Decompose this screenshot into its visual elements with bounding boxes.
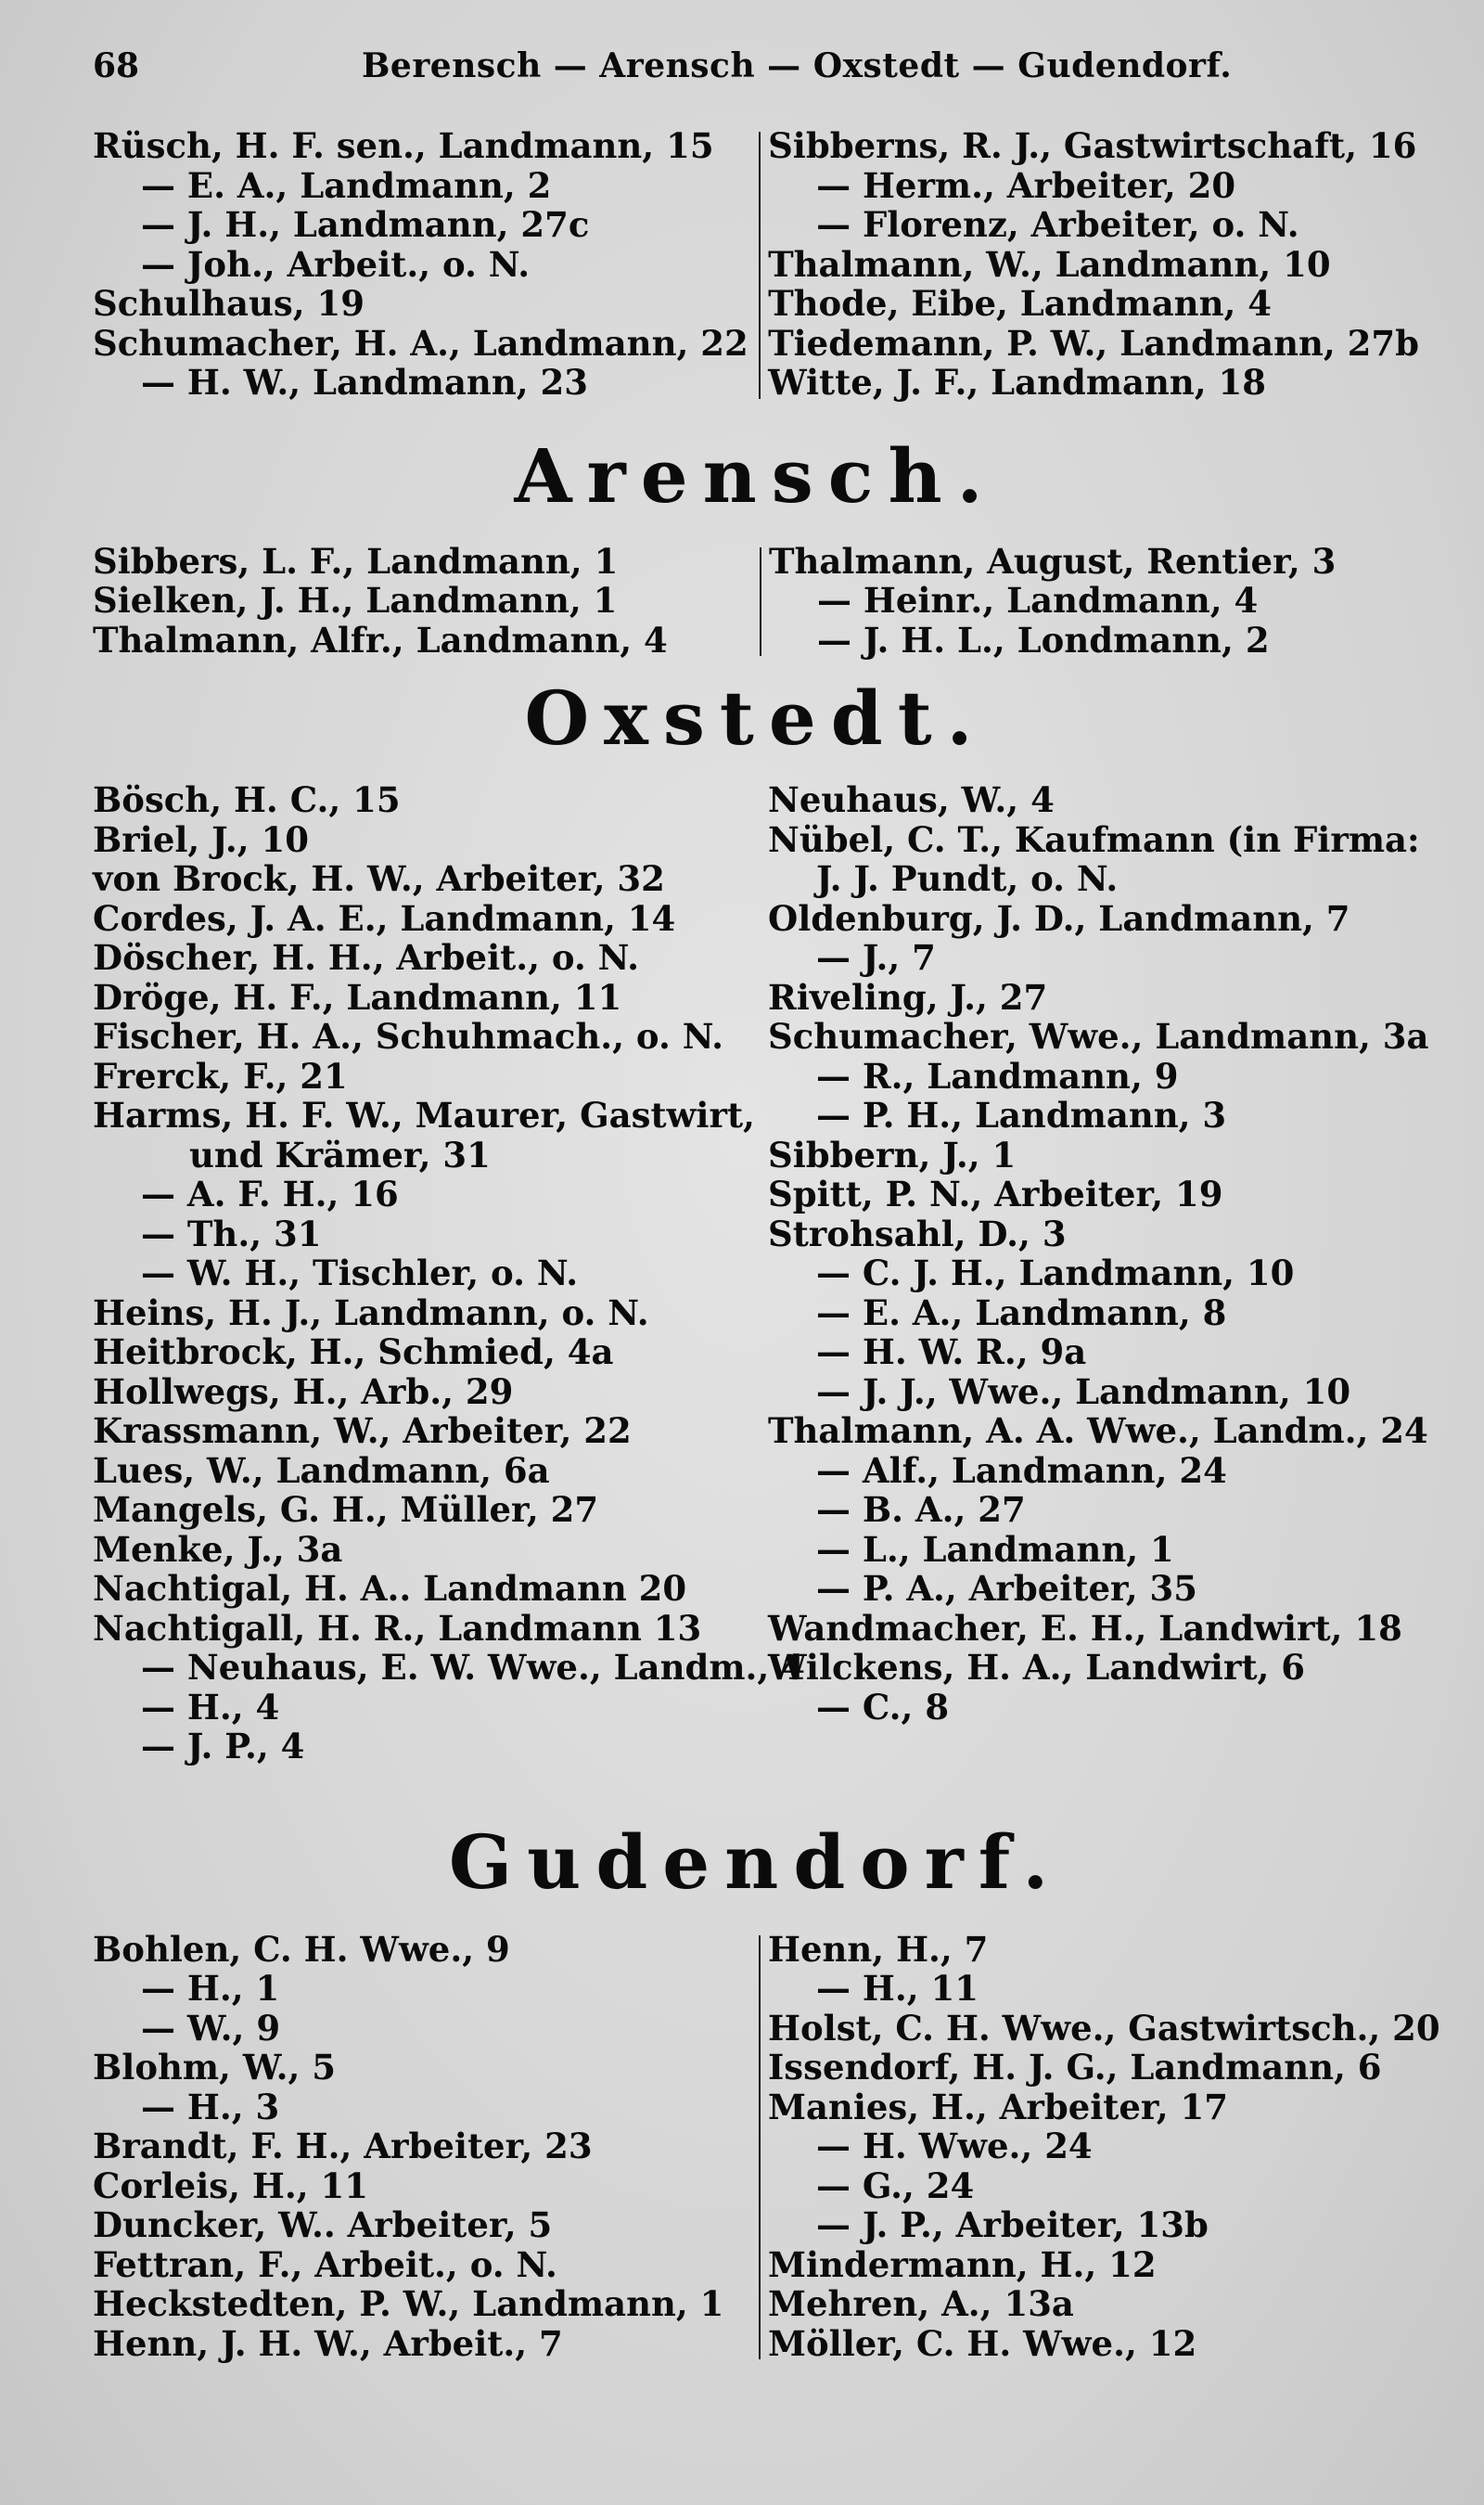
directory-entry: Neuhaus, W., 4 [768, 779, 1055, 820]
directory-entry: Sibberns, R. J., Gastwirtschaft, 16 [768, 125, 1417, 166]
directory-entry: Issendorf, H. J. G., Landmann, 6 [768, 2047, 1382, 2088]
directory-entry: Döscher, H. H., Arbeit., o. N. [93, 937, 639, 978]
directory-entry: — H. W. R., 9a [816, 1331, 1087, 1372]
directory-entry: Heins, H. J., Landmann, o. N. [93, 1291, 649, 1333]
directory-entry: Brandt, F. H., Arbeiter, 23 [93, 2126, 593, 2166]
directory-entry: — J. J., Wwe., Landmann, 10 [816, 1370, 1351, 1412]
directory-entry: Blohm, W., 5 [93, 2047, 336, 2088]
columns-oxstedt [93, 779, 1429, 1766]
column-right [761, 779, 1429, 1766]
section-arensch [93, 431, 1419, 661]
directory-entry: Nachtigall, H. R., Landmann 13 [93, 1607, 702, 1649]
directory-entry: Fettran, F., Arbeit., o. N. [93, 2243, 557, 2285]
directory-entry: Bohlen, C. H. Wwe., 9 [93, 1928, 510, 1970]
directory-entry: Thode, Eibe, Landmann, 4 [768, 283, 1272, 324]
directory-entry: — H. W., Landmann, 23 [141, 362, 588, 403]
directory-entry: — C. J. H., Landmann, 10 [816, 1252, 1295, 1293]
directory-entry: — G., 24 [816, 2165, 975, 2206]
directory-entry: und Krämer, 31 [189, 1134, 491, 1175]
directory-entry: Bösch, H. C., 15 [93, 779, 401, 820]
directory-entry: — P. A., Arbeiter, 35 [816, 1568, 1198, 1609]
directory-entry: Mehren, A., 13a [768, 2283, 1074, 2324]
directory-entry: Schumacher, Wwe., Landmann, 3a [768, 1016, 1429, 1057]
section-berensch [93, 126, 1419, 403]
directory-entry: Nübel, C. T., Kaufmann (in Firma: [768, 818, 1420, 860]
directory-entry: Frerck, F., 21 [93, 1055, 348, 1097]
directory-entry: — R., Landmann, 9 [816, 1055, 1179, 1097]
directory-entry: Sibbern, J., 1 [768, 1134, 1017, 1175]
directory-entry: — J. H., Landmann, 27c [141, 204, 590, 245]
directory-entry: J. J. Pundt, o. N. [816, 858, 1119, 899]
directory-entry: Witte, J. F., Landmann, 18 [768, 362, 1267, 403]
directory-entry: — H., 4 [141, 1686, 280, 1728]
directory-entry: — W., 9 [141, 2007, 281, 2049]
column-left [93, 1930, 759, 2364]
columns-berensch [93, 126, 1419, 403]
directory-entry: Riveling, J., 27 [768, 976, 1048, 1018]
directory-entry: — Neuhaus, E. W. Wwe., Landm., 4 [141, 1647, 805, 1688]
directory-entry: Thalmann, A. A. Wwe., Landm., 24 [768, 1410, 1428, 1451]
directory-entry: — J., 7 [816, 937, 936, 978]
directory-entry: Oldenburg, J. D., Landmann, 7 [768, 897, 1350, 939]
directory-entry: Corleis, H., 11 [93, 2165, 368, 2206]
column-left [93, 126, 759, 403]
directory-entry: — Florenz, Arbeiter, o. N. [816, 204, 1299, 245]
directory-entry: Strohsahl, D., 3 [768, 1213, 1067, 1254]
directory-entry: Henn, J. H. W., Arbeit., 7 [93, 2322, 563, 2364]
directory-entry: Tiedemann, P. W., Landmann, 27b [768, 322, 1419, 364]
directory-entry: Thalmann, August, Rentier, 3 [769, 540, 1337, 582]
directory-entry: Wandmacher, E. H., Landwirt, 18 [768, 1607, 1402, 1649]
directory-entry: Mangels, G. H., Müller, 27 [93, 1489, 599, 1530]
directory-entry: Heckstedten, P. W., Landmann, 1 [93, 2283, 724, 2324]
directory-entry: — C., 8 [816, 1686, 950, 1728]
directory-entry: Dröge, H. F., Landmann, 11 [93, 976, 622, 1018]
column-right [761, 126, 1419, 403]
directory-entry: Cordes, J. A. E., Landmann, 14 [93, 897, 676, 939]
directory-entry: Rüsch, H. F. sen., Landmann, 15 [93, 125, 714, 166]
directory-entry: — Heinr., Landmann, 4 [817, 580, 1259, 621]
directory-entry: — E. A., Landmann, 2 [141, 164, 552, 206]
directory-entry: Menke, J., 3a [93, 1528, 343, 1570]
section-oxstedt [93, 674, 1429, 1766]
running-head [93, 46, 1419, 89]
directory-entry: Duncker, W.. Arbeiter, 5 [93, 2204, 553, 2245]
section-title-arensch: Arensch. [514, 431, 998, 520]
column-left [93, 779, 805, 1766]
section-gudendorf [93, 1818, 1440, 2364]
directory-entry: — Th., 31 [141, 1213, 322, 1254]
directory-entry: — L., Landmann, 1 [816, 1528, 1174, 1570]
directory-entry: Holst, C. H. Wwe., Gastwirtsch., 20 [768, 2007, 1440, 2049]
directory-entry: Krassmann, W., Arbeiter, 22 [93, 1410, 632, 1451]
directory-entry: Fischer, H. A., Schuhmach., o. N. [93, 1016, 724, 1057]
directory-entry: Harms, H. F. W., Maurer, Gastwirt, [93, 1095, 755, 1136]
directory-entry: Hollwegs, H., Arb., 29 [93, 1370, 514, 1412]
directory-entry: — J. P., Arbeiter, 13b [816, 2204, 1209, 2245]
directory-entry: Schumacher, H. A., Landmann, 22 [93, 322, 748, 364]
directory-entry: Spitt, P. N., Arbeiter, 19 [768, 1174, 1223, 1214]
section-title-gudendorf: Gudendorf. [448, 1818, 1064, 1906]
column-right [761, 542, 1419, 661]
directory-entry: — H., 11 [816, 1968, 979, 2009]
directory-entry: — J. P., 4 [141, 1726, 305, 1766]
column-left [93, 542, 760, 661]
section-title-oxstedt: Oxstedt. [524, 674, 988, 762]
directory-entry: — H., 3 [141, 2086, 280, 2127]
directory-entry: Sibbers, L. F., Landmann, 1 [93, 540, 619, 582]
column-right [761, 1928, 1440, 2364]
directory-entry: — J. H. L., Londmann, 2 [817, 619, 1270, 661]
directory-entry: Manies, H., Arbeiter, 17 [768, 2086, 1228, 2127]
directory-entry: Lues, W., Landmann, 6a [93, 1449, 550, 1491]
directory-entry: Mindermann, H., 12 [768, 2243, 1157, 2285]
directory-entry: — H., 1 [141, 1968, 280, 2009]
directory-entry: — E. A., Landmann, 8 [816, 1291, 1227, 1333]
directory-entry: — W. H., Tischler, o. N. [141, 1252, 579, 1293]
directory-entry: Henn, H., 7 [768, 1928, 989, 1970]
page-number: 68 [93, 46, 140, 85]
directory-entry: von Brock, H. W., Arbeiter, 32 [93, 858, 665, 899]
directory-entry: — P. H., Landmann, 3 [816, 1095, 1227, 1136]
directory-entry: Wilckens, H. A., Landwirt, 6 [768, 1647, 1306, 1688]
directory-entry: Möller, C. H. Wwe., 12 [768, 2322, 1197, 2364]
directory-entry: Nachtigal, H. A.. Landmann 20 [93, 1568, 687, 1609]
directory-entry: Heitbrock, H., Schmied, 4a [93, 1331, 614, 1372]
directory-entry: — H. Wwe., 24 [816, 2126, 1093, 2166]
columns-gudendorf [93, 1928, 1440, 2364]
header-title: Berensch — Arensch — Oxstedt — Gudendorf. [362, 46, 1233, 85]
directory-entry: — Herm., Arbeiter, 20 [816, 164, 1236, 206]
directory-entry: — A. F. H., 16 [141, 1174, 399, 1214]
directory-entry: Thalmann, W., Landmann, 10 [768, 243, 1331, 285]
directory-entry: Thalmann, Alfr., Landmann, 4 [93, 619, 668, 661]
columns-arensch [93, 542, 1419, 661]
directory-entry: — Alf., Landmann, 24 [816, 1449, 1227, 1491]
directory-entry: — Joh., Arbeit., o. N. [141, 243, 531, 285]
directory-entry: Schulhaus, 19 [93, 283, 365, 324]
directory-entry: Sielken, J. H., Landmann, 1 [93, 580, 618, 621]
directory-entry: — B. A., 27 [816, 1489, 1026, 1530]
directory-entry: Briel, J., 10 [93, 818, 309, 860]
